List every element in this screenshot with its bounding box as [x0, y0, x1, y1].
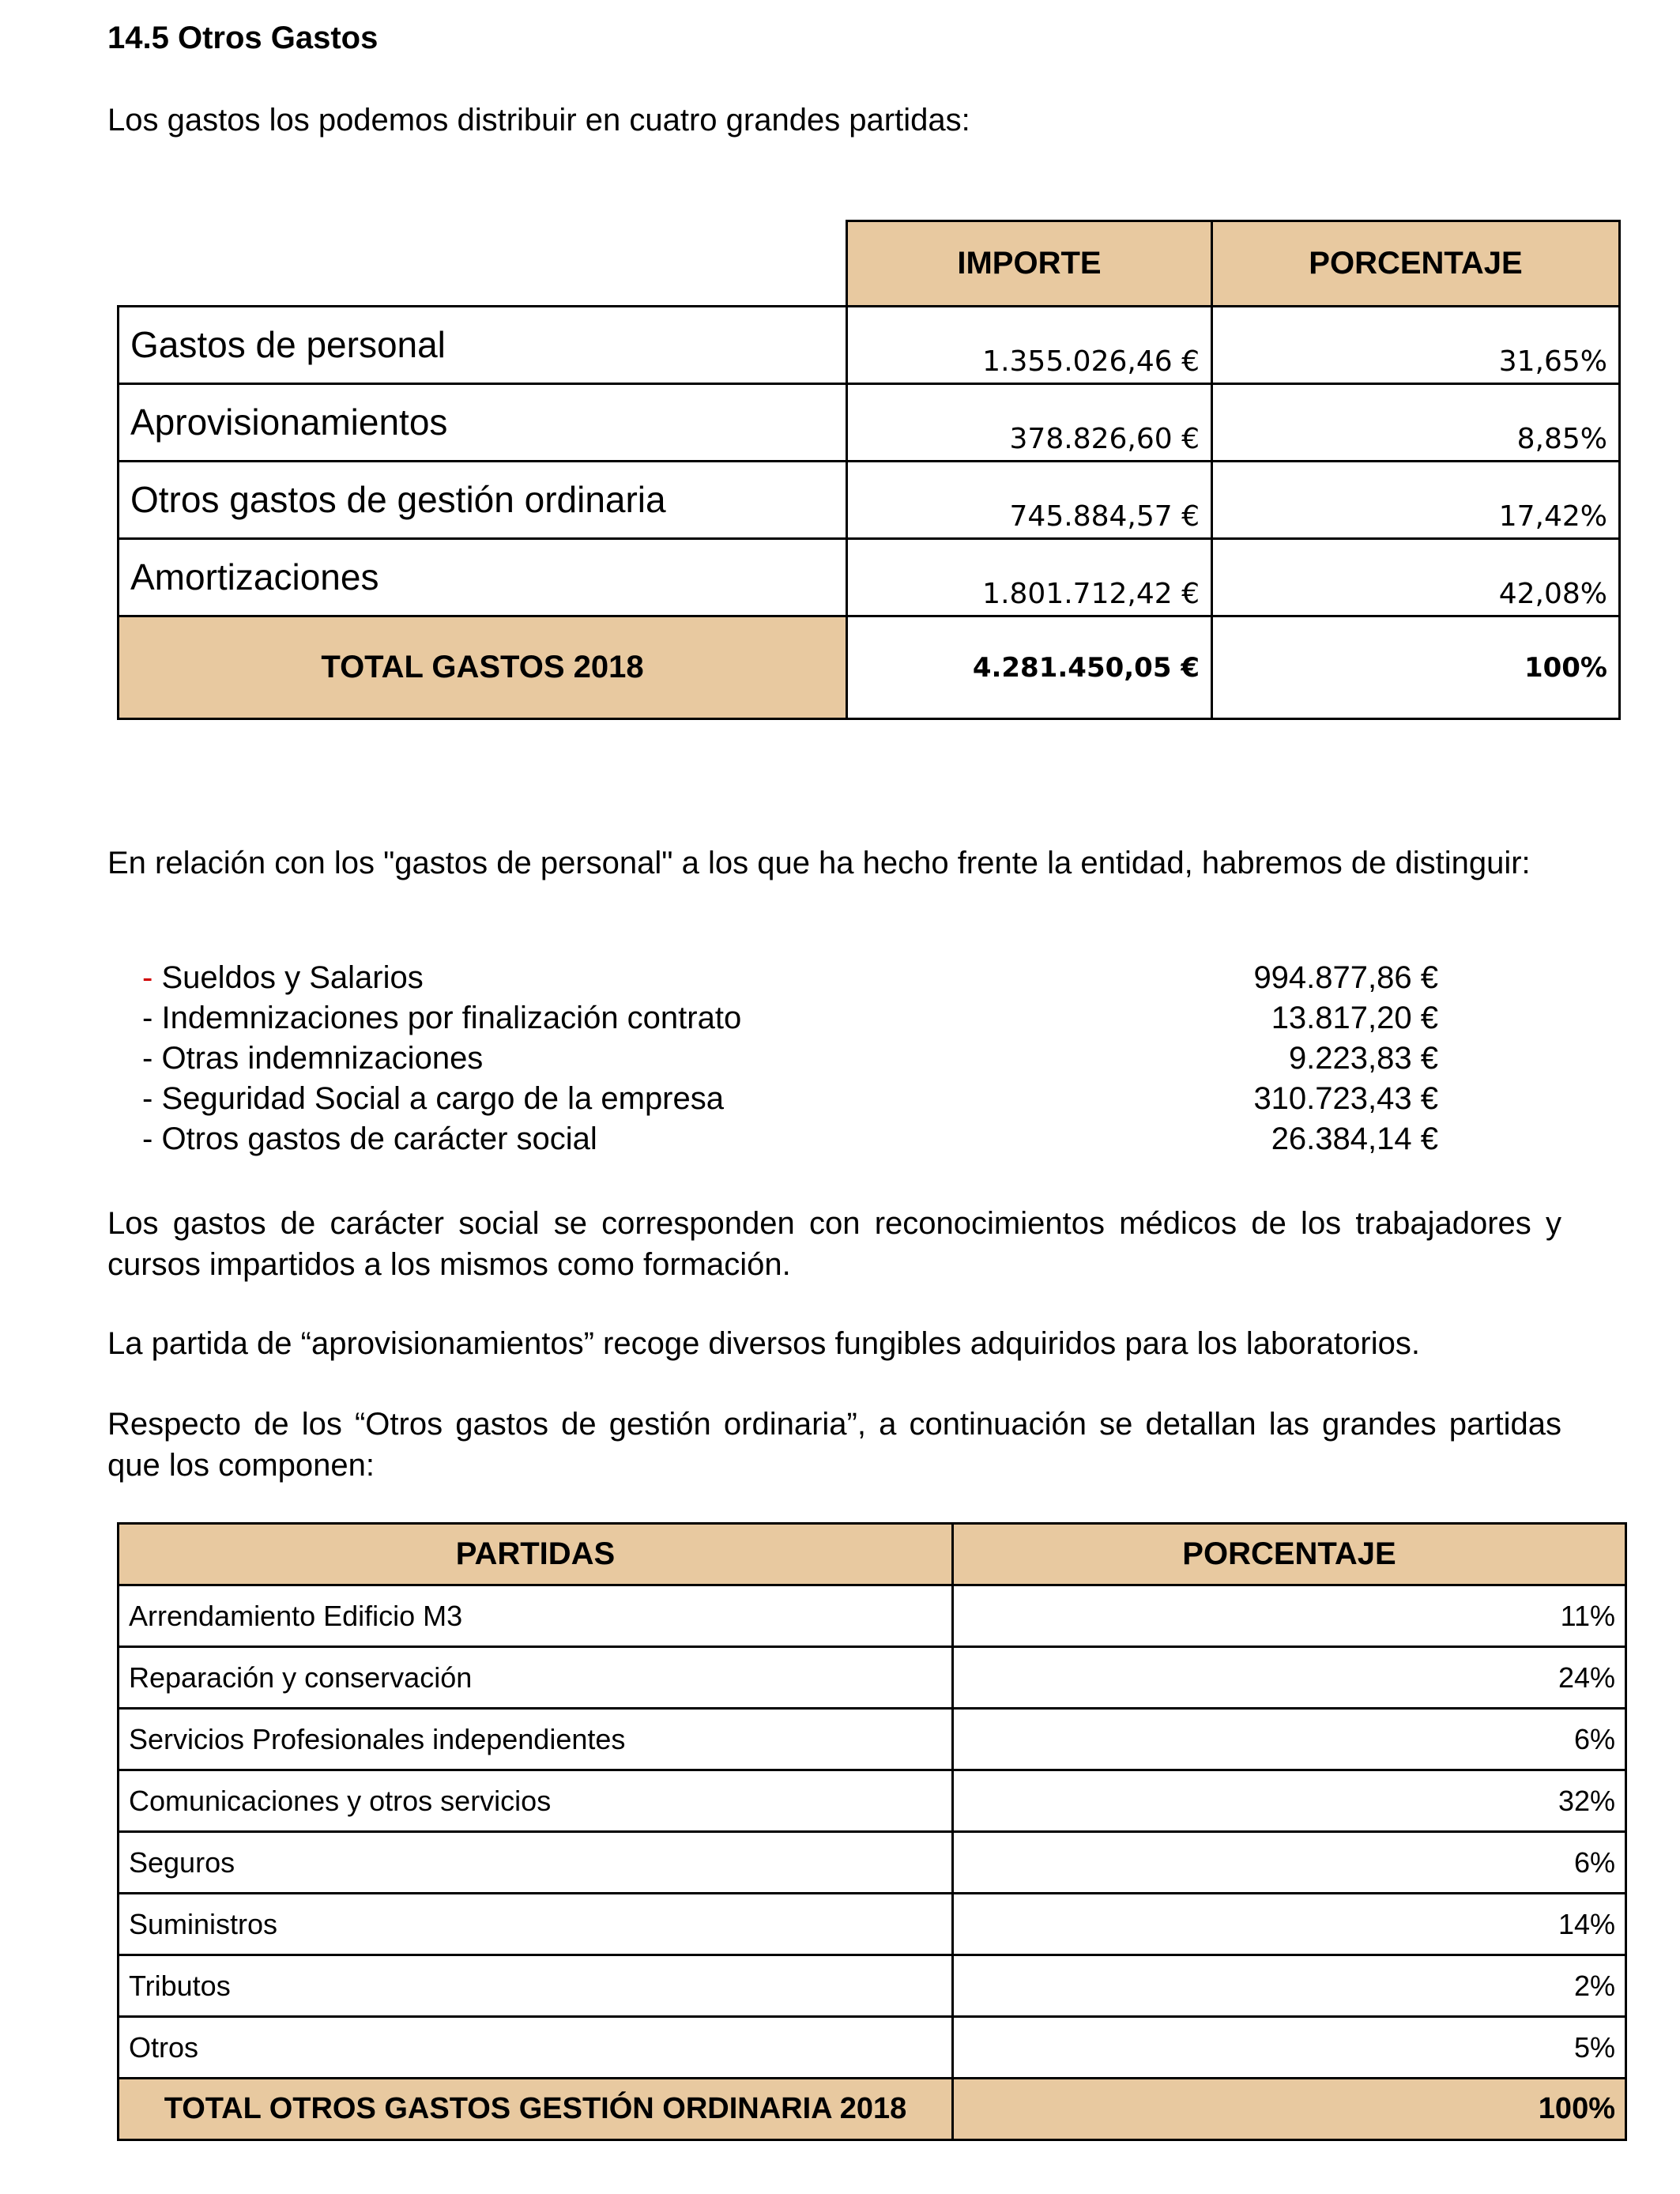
list-item [142, 1079, 1438, 1119]
row-label: Otros gastos de gestión ordinaria [119, 462, 847, 539]
personal-intro-paragraph: En relación con los "gastos de personal" a los que ha hecho frente la entidad, habremos de distinguir: [107, 846, 1531, 880]
row-label: Reparación y conservación [119, 1647, 953, 1709]
header-partidas: PARTIDAS [119, 1524, 953, 1585]
header-importe: IMPORTE [847, 221, 1212, 307]
total-label: TOTAL GASTOS 2018 [119, 616, 847, 719]
header-porcentaje: PORCENTAJE [1212, 221, 1620, 307]
item-text [142, 1079, 724, 1119]
intro-paragraph: Los gastos los podemos distribuir en cuatro grandes partidas: [107, 103, 970, 138]
row-label: Amortizaciones [119, 539, 847, 616]
row-label: Comunicaciones y otros servicios [119, 1770, 953, 1832]
table-row [119, 1647, 1626, 1709]
bullet-dash: - [142, 1081, 153, 1116]
row-label: Aprovisionamientos [119, 384, 847, 462]
total-row [119, 616, 1620, 719]
table-row [119, 462, 1620, 539]
otros-paragraph: Respecto de los “Otros gastos de gestión ordinaria”, a continuación se detallan las grandes partidas que los componen: [107, 1407, 1561, 1483]
total-importe: 4.281.450,05 € [847, 616, 1212, 719]
table-row [119, 1585, 1626, 1647]
table-row [119, 1832, 1626, 1894]
item-label: Sueldos y Salarios [161, 960, 424, 995]
table-row [119, 1955, 1626, 2017]
row-porcentaje: 5% [953, 2017, 1626, 2079]
table-row [119, 1709, 1626, 1770]
bullet-dash: - [142, 1041, 153, 1076]
item-value: 13.817,20 € [1271, 1001, 1438, 1035]
row-label: Arrendamiento Edificio M3 [119, 1585, 953, 1647]
row-porcentaje: 42,08% [1212, 539, 1620, 616]
row-porcentaje: 11% [953, 1585, 1626, 1647]
table-row [119, 307, 1620, 384]
item-value: 310.723,43 € [1253, 1081, 1438, 1116]
social-paragraph: Los gastos de carácter social se corresponden con reconocimientos médicos de los trabajadores y cursos impartidos a los mismos como formación. [107, 1206, 1561, 1282]
partidas-table [117, 1522, 1627, 2141]
row-porcentaje: 14% [953, 1894, 1626, 1955]
list-item [142, 1039, 1438, 1079]
item-value: 26.384,14 € [1271, 1122, 1438, 1156]
item-label: Otros gastos de carácter social [161, 1122, 597, 1156]
gastos-header-row [119, 221, 1620, 307]
item-text [142, 958, 424, 998]
bullet-dash: - [142, 1122, 153, 1156]
row-importe: 1.355.026,46 € [847, 307, 1212, 384]
aprov-paragraph: La partida de “aprovisionamientos” recoge diversos fungibles adquiridos para los laboratorios. [107, 1326, 1420, 1361]
gastos-table [117, 220, 1621, 720]
row-porcentaje: 24% [953, 1647, 1626, 1709]
row-label: Tributos [119, 1955, 953, 2017]
row-porcentaje: 8,85% [1212, 384, 1620, 462]
table-row [119, 1894, 1626, 1955]
item-label: Otras indemnizaciones [161, 1041, 484, 1076]
item-label: Indemnizaciones por finalización contrato [161, 1001, 742, 1035]
item-value: 9.223,83 € [1288, 1041, 1438, 1076]
row-label: Suministros [119, 1894, 953, 1955]
list-item [142, 998, 1438, 1039]
row-porcentaje: 31,65% [1212, 307, 1620, 384]
blank-cell [119, 221, 847, 307]
row-porcentaje: 32% [953, 1770, 1626, 1832]
row-porcentaje: 2% [953, 1955, 1626, 2017]
row-label: Otros [119, 2017, 953, 2079]
item-value: 994.877,86 € [1253, 960, 1438, 995]
table-row [119, 1770, 1626, 1832]
row-porcentaje: 6% [953, 1709, 1626, 1770]
table-row [119, 2017, 1626, 2079]
total-label: TOTAL OTROS GASTOS GESTIÓN ORDINARIA 2018 [119, 2079, 953, 2140]
header-porcentaje: PORCENTAJE [953, 1524, 1626, 1585]
row-importe: 378.826,60 € [847, 384, 1212, 462]
table-row [119, 384, 1620, 462]
row-label: Gastos de personal [119, 307, 847, 384]
item-text [142, 1039, 483, 1079]
partidas-header-row [119, 1524, 1626, 1585]
row-label: Servicios Profesionales independientes [119, 1709, 953, 1770]
row-importe: 745.884,57 € [847, 462, 1212, 539]
item-label: Seguridad Social a cargo de la empresa [161, 1081, 724, 1116]
list-item [142, 958, 1438, 998]
table-row [119, 539, 1620, 616]
list-item [142, 1119, 1438, 1159]
row-label: Seguros [119, 1832, 953, 1894]
row-porcentaje: 17,42% [1212, 462, 1620, 539]
total-porcentaje: 100% [1212, 616, 1620, 719]
item-text [142, 1119, 597, 1159]
personal-list [142, 958, 1438, 1159]
total-row [119, 2079, 1626, 2140]
section-title: 14.5 Otros Gastos [107, 21, 379, 55]
row-importe: 1.801.712,42 € [847, 539, 1212, 616]
item-text [142, 998, 741, 1039]
row-porcentaje: 6% [953, 1832, 1626, 1894]
bullet-dash: - [142, 960, 153, 995]
total-porcentaje: 100% [953, 2079, 1626, 2140]
bullet-dash: - [142, 1001, 153, 1035]
